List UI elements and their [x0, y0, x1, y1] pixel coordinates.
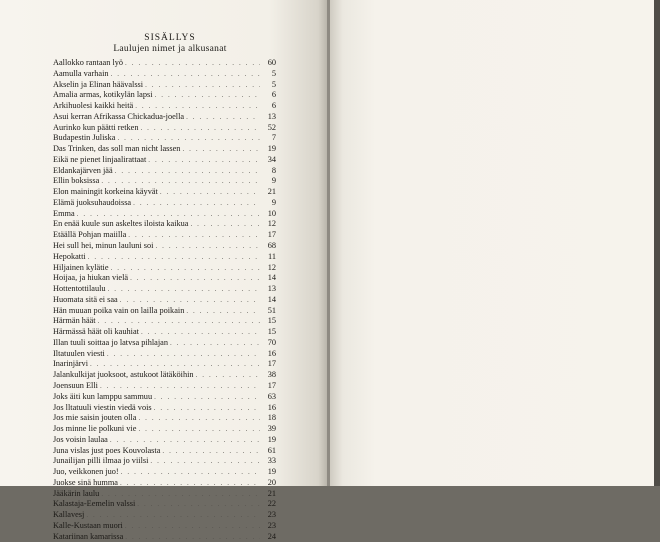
toc-entry: [53, 123, 276, 134]
entry-title: Hepokatti: [53, 251, 86, 261]
entry-page-number: 8: [271, 165, 276, 175]
dot-leader: [140, 123, 260, 134]
dot-leader: [125, 58, 260, 69]
dot-leader: [107, 349, 260, 360]
toc-entry: [53, 370, 276, 381]
entry-title: Hän muuan poika vain on lailla poikain: [53, 305, 185, 315]
toc-entry: [53, 392, 276, 403]
entry-page-number: 38: [267, 370, 276, 380]
dot-leader: [125, 521, 260, 532]
toc-entry: [53, 80, 276, 91]
entry-title: Emma: [53, 208, 75, 218]
entry-page-number: 9: [271, 176, 276, 186]
dot-leader: [137, 499, 260, 510]
toc-entry: [53, 187, 276, 198]
page-title: SISÄLLYS: [144, 33, 196, 43]
dot-leader: [196, 370, 260, 381]
dot-leader: [190, 219, 260, 230]
toc-entry: [53, 176, 276, 187]
entry-title: Juna vislas just poes Kouvolasta: [53, 445, 161, 455]
entry-title: Elämä juoksuhaudoissa: [53, 197, 132, 207]
toc-entry: [53, 306, 276, 317]
entry-title: Kalastaja-Eemelin valssi: [53, 499, 136, 509]
entry-page-number: 51: [267, 305, 276, 315]
dot-leader: [120, 295, 260, 306]
entry-page-number: 13: [267, 284, 276, 294]
dot-leader: [133, 198, 260, 209]
entry-page-number: 68: [267, 241, 276, 251]
entry-page-number: 70: [267, 337, 276, 347]
entry-title: Ellin boksissa: [53, 176, 100, 186]
cover-edge: [654, 0, 660, 486]
dot-leader: [186, 306, 260, 317]
entry-title: Das Trinken, das soll man nicht lassen: [53, 144, 181, 154]
entry-title: Hoijaa, ja hiukan vielä: [53, 273, 129, 283]
dot-leader: [121, 467, 260, 478]
dot-leader: [155, 241, 260, 252]
toc-entry: [53, 58, 276, 69]
entry-page-number: 52: [267, 122, 276, 132]
entry-page-number: 9: [271, 197, 276, 207]
dot-leader: [115, 166, 260, 177]
toc-entry: [53, 316, 276, 327]
toc-entry: [53, 230, 276, 241]
toc-entry: [53, 467, 276, 478]
dot-leader: [186, 112, 260, 123]
entry-title: Hiljainen kylätie: [53, 262, 109, 272]
entry-title: Junailijan pilli ilmaa jo viilsi: [53, 456, 149, 466]
entry-page-number: 23: [267, 510, 276, 520]
entry-title: Kalle-Kustaan muori: [53, 520, 123, 530]
toc-entry: [53, 456, 276, 467]
toc-entry: [53, 435, 276, 446]
dot-leader: [77, 209, 260, 220]
entry-title: Aallokko rantaan lyö: [53, 58, 124, 67]
dot-leader: [86, 510, 260, 521]
dot-leader: [130, 273, 260, 284]
entry-page-number: 61: [267, 445, 276, 455]
toc-entry: [53, 252, 276, 263]
toc-entry: [53, 90, 276, 101]
entry-title: Aurinko kun päätti retken: [53, 122, 139, 132]
entry-title: Joks äiti kun lamppu sammuu: [53, 391, 153, 401]
toc-entry: [53, 532, 276, 542]
toc-entry: [53, 241, 276, 252]
entry-title: Akselin ja Elinan häävalssi: [53, 79, 144, 89]
toc-entry: [53, 219, 276, 230]
entry-page-number: 63: [267, 391, 276, 401]
toc-entry: [53, 510, 276, 521]
dot-leader: [101, 489, 260, 500]
dot-leader: [125, 532, 260, 542]
entry-title: Illan tuuli soittaa jo latvsa pihlajan: [53, 337, 168, 347]
toc-entry: [53, 359, 276, 370]
entry-page-number: 13: [267, 111, 276, 121]
dot-leader: [150, 456, 260, 467]
entry-page-number: 19: [267, 467, 276, 477]
toc-entry: [53, 403, 276, 414]
page-subtitle: Laulujen nimet ja alkusanat: [113, 44, 227, 54]
entry-title: Jääkärin laulu: [53, 488, 100, 498]
entry-page-number: 5: [271, 79, 276, 89]
dot-leader: [117, 133, 260, 144]
entry-page-number: 7: [271, 133, 276, 143]
entry-page-number: 10: [267, 208, 276, 218]
toc-entry: [53, 478, 276, 489]
toc-entry: [53, 338, 276, 349]
entry-page-number: 16: [267, 402, 276, 412]
toc-entry: [53, 273, 276, 284]
dot-leader: [154, 392, 260, 403]
entry-title: Iltatuulen viesti: [53, 348, 105, 358]
dot-leader: [141, 327, 260, 338]
entry-page-number: 23: [267, 520, 276, 530]
entry-page-number: 6: [271, 90, 276, 100]
dot-leader: [162, 446, 260, 457]
entry-title: Eikä ne pienet linjaalirattaat: [53, 154, 147, 164]
toc-entry: [53, 133, 276, 144]
entry-title: Jalankulkijat juoksoot, astukoot lätäköihin: [53, 370, 194, 380]
right-page: [330, 0, 654, 486]
dot-leader: [170, 338, 260, 349]
entry-page-number: 60: [267, 58, 276, 67]
entry-page-number: 5: [271, 68, 276, 78]
left-page: [0, 0, 328, 541]
dot-leader: [88, 252, 260, 263]
dot-leader: [135, 101, 260, 112]
entry-title: Härmässä häät oli kauhiat: [53, 327, 139, 337]
entry-page-number: 22: [267, 499, 276, 509]
entry-page-number: 15: [267, 316, 276, 326]
toc-entry: [53, 198, 276, 209]
toc-entry: [53, 499, 276, 510]
toc-entry: [53, 295, 276, 306]
dot-leader: [120, 478, 260, 489]
entry-title: Juo, veikkonen juo!: [53, 467, 119, 477]
entry-page-number: 17: [267, 230, 276, 240]
entry-page-number: 18: [267, 413, 276, 423]
toc-entry: [53, 69, 276, 80]
entry-title: Amalia armas, kotikylän lapsi: [53, 90, 153, 100]
entry-title: Jos minne lie polkuni vie: [53, 424, 137, 434]
toc-entry: [53, 349, 276, 360]
dot-leader: [98, 316, 260, 327]
toc-entry: [53, 284, 276, 295]
toc-entry: [53, 327, 276, 338]
entry-page-number: 12: [267, 262, 276, 272]
entry-page-number: 14: [267, 294, 276, 304]
entry-page-number: 17: [267, 359, 276, 369]
entry-title: Arkihuolesi kaikki heitä: [53, 101, 134, 111]
toc-entry: [53, 112, 276, 123]
entry-title: Asui kerran Afrikassa Chickadua-joella: [53, 111, 185, 121]
dot-leader: [182, 144, 260, 155]
entry-page-number: 19: [267, 144, 276, 154]
toc-entry: [53, 381, 276, 392]
entry-page-number: 19: [267, 434, 276, 444]
dot-leader: [145, 80, 260, 91]
entry-title: Eldankajärven jää: [53, 165, 113, 175]
entry-page-number: 14: [267, 273, 276, 283]
toc-entry: [53, 101, 276, 112]
entry-title: Etäällä Pohjan maiilla: [53, 230, 127, 240]
entry-page-number: 15: [267, 327, 276, 337]
entry-title: Jos mie saisin jouten olla: [53, 413, 137, 423]
entry-title: Inarinjärvi: [53, 359, 89, 369]
entry-page-number: 12: [267, 219, 276, 229]
entry-title: Härmän häät: [53, 316, 96, 326]
entry-page-number: 21: [267, 187, 276, 197]
entry-title: Budapestin Juliska: [53, 133, 116, 143]
entry-page-number: 16: [267, 348, 276, 358]
entry-page-number: 20: [267, 477, 276, 487]
dot-leader: [138, 413, 260, 424]
dot-leader: [110, 435, 260, 446]
dot-leader: [90, 359, 260, 370]
entry-title: Jos voisin laulaa: [53, 434, 108, 444]
toc-entry: [53, 521, 276, 532]
dot-leader: [128, 230, 260, 241]
dot-leader: [111, 263, 260, 274]
dot-leader: [154, 403, 260, 414]
entry-page-number: 17: [267, 380, 276, 390]
entry-page-number: 11: [268, 251, 276, 261]
entry-title: Katariinan kamarissa: [53, 531, 124, 541]
toc-entry: [53, 263, 276, 274]
dot-leader: [111, 69, 260, 80]
dot-leader: [148, 155, 260, 166]
toc-entry: [53, 424, 276, 435]
toc-entry: [53, 209, 276, 220]
entry-page-number: 33: [267, 456, 276, 466]
entry-page-number: 39: [267, 424, 276, 434]
toc-list-left: [53, 58, 276, 542]
toc-entry: [53, 413, 276, 424]
toc-entry: [53, 489, 276, 500]
entry-page-number: 21: [267, 488, 276, 498]
entry-title: Aamulla varhain: [53, 68, 109, 78]
entry-title: En enää kuule sun askeltes iloista kaikua: [53, 219, 189, 229]
entry-title: Elon mainingit korkeina käyvät: [53, 187, 158, 197]
toc-entry: [53, 155, 276, 166]
entry-title: Huomata sitä ei saa: [53, 294, 118, 304]
toc-entry: [53, 144, 276, 155]
dot-leader: [108, 284, 260, 295]
entry-title: Joensuun Elli: [53, 380, 98, 390]
dot-leader: [100, 381, 260, 392]
entry-title: Juokse sinä humma: [53, 477, 118, 487]
dot-leader: [101, 176, 260, 187]
dot-leader: [138, 424, 260, 435]
dot-leader: [160, 187, 260, 198]
entry-title: Jos lltatuuli viestin viedä vois: [53, 402, 152, 412]
entry-title: Hottentottilaulu: [53, 284, 106, 294]
entry-title: Kallavesj: [53, 510, 85, 520]
entry-page-number: 6: [271, 101, 276, 111]
dot-leader: [155, 90, 260, 101]
entry-page-number: 34: [267, 154, 276, 164]
toc-entry: [53, 446, 276, 457]
toc-entry: [53, 166, 276, 177]
entry-page-number: 24: [267, 531, 276, 541]
entry-title: Hei sull hei, minun lauluni soi: [53, 241, 154, 251]
